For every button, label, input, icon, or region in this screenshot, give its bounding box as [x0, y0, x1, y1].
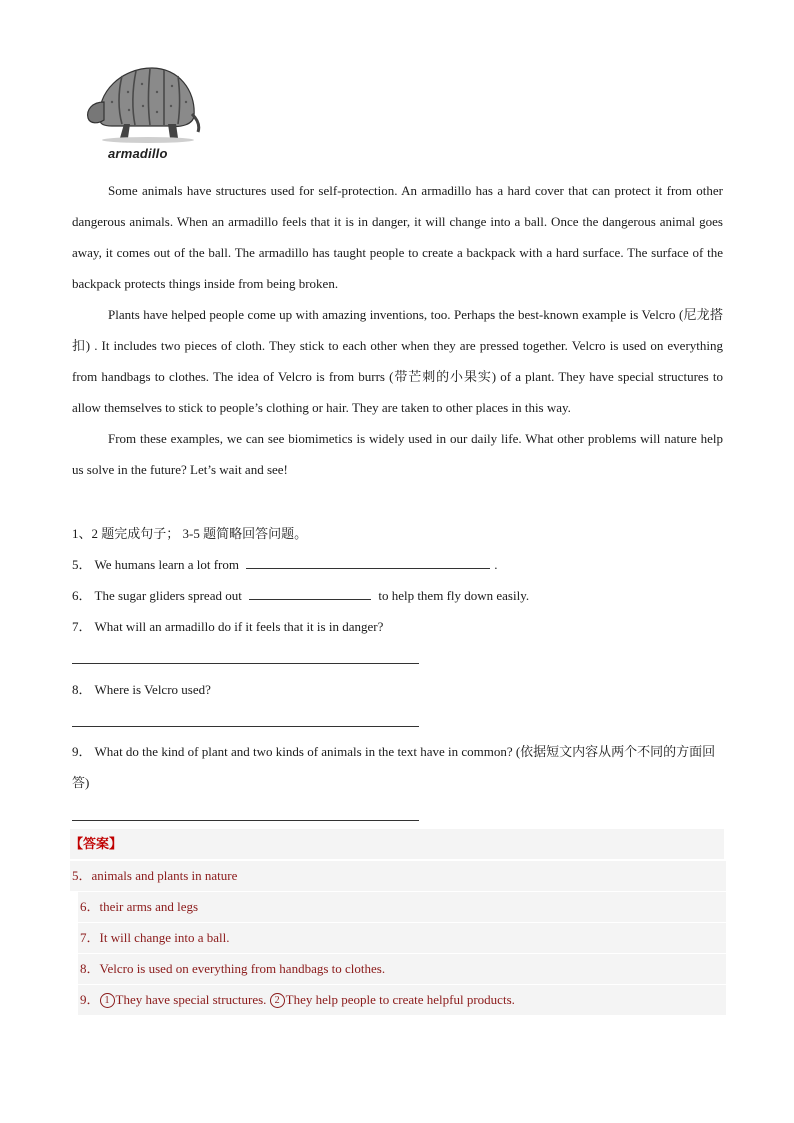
question-text: What will an armadillo do if it feels that it is in danger?	[94, 619, 384, 634]
armadillo-figure	[82, 62, 202, 162]
answer-panel	[70, 829, 724, 1016]
answer-header	[70, 829, 724, 859]
answer-text: It will change into a ball.	[99, 930, 230, 945]
answer-item-9	[78, 985, 726, 1015]
question-text: .	[494, 557, 498, 572]
question-number: 8．	[72, 682, 92, 697]
question-text: The sugar gliders spread out	[94, 588, 242, 603]
fill-in-blank[interactable]	[249, 585, 371, 600]
question-text: Where is Velcro used?	[94, 682, 211, 697]
passage-paragraph: Some animals have structures used for self-protection. An armadillo has a hard cover that can protect it from other dangerous animals. When an armadillo feels that it is in danger, it will change into a ball. Once the dangerous animal goes away, it comes out of the ball. The armadillo has taught people to create a backpack with a hard surface. The surface of the backpack protects things inside from being broken.	[72, 183, 723, 291]
figure-caption: armadillo	[108, 146, 168, 161]
question-8	[72, 674, 723, 705]
fill-in-blank[interactable]	[246, 554, 490, 569]
answer-label: 【答案】	[70, 836, 123, 851]
answer-line[interactable]	[72, 663, 419, 664]
reading-passage	[72, 175, 723, 485]
answer-item-5	[70, 861, 726, 891]
question-5	[72, 549, 723, 580]
question-number: 6．	[72, 588, 92, 603]
answer-line[interactable]	[72, 820, 419, 821]
question-number: 7．	[72, 619, 92, 634]
passage-paragraph: Plants have helped people come up with amazing inventions, too. Perhaps the best-known example is Velcro (尼龙搭扣) . It includes two pieces of cloth. They stick to each other when they are pressed together. Velcro is used on everything from handbags to clothes. The idea of Velcro is from burrs (带芒刺的小果实) of a plant. They have special structures to allow themselves to stick to people’s clothing or hair. They are taken to other places in this way.	[72, 307, 723, 415]
answer-number: 5．	[72, 868, 92, 883]
question-7	[72, 611, 723, 642]
answer-text: Velcro is used on everything from handbags to clothes.	[99, 961, 386, 976]
answer-text: animals and plants in nature	[91, 868, 238, 883]
circled-one-icon: 1	[100, 993, 115, 1008]
question-instructions: 1、2 题完成句子； 3-5 题简略回答问题。	[72, 526, 308, 541]
answer-item-8	[78, 954, 726, 984]
answer-item-7	[78, 923, 726, 953]
answer-text: They have special structures.	[115, 992, 267, 1007]
question-text: to help them fly down easily.	[378, 588, 530, 603]
question-text: We humans learn a lot from	[94, 557, 239, 572]
answer-number: 6．	[80, 899, 100, 914]
armadillo-illustration	[82, 62, 202, 146]
answer-text: their arms and legs	[99, 899, 199, 914]
answer-number: 8．	[80, 961, 100, 976]
question-text: What do the kind of plant and two kinds of animals in the text have in common? (依据短文内容从两个不同的方面回答)	[72, 744, 716, 790]
answer-item-6	[78, 892, 726, 922]
question-number: 9．	[72, 744, 92, 759]
question-9	[72, 736, 723, 798]
circled-two-icon: 2	[270, 993, 285, 1008]
passage-paragraph: From these examples, we can see biomimetics is widely used in our daily life. What other problems will nature help us solve in the future? Let’s wait and see!	[72, 431, 723, 477]
question-number: 5．	[72, 557, 92, 572]
answer-number: 7．	[80, 930, 100, 945]
answer-text: They help people to create helpful products.	[285, 992, 515, 1007]
question-6	[72, 580, 723, 611]
answer-number: 9．	[80, 992, 100, 1007]
answer-line[interactable]	[72, 726, 419, 727]
